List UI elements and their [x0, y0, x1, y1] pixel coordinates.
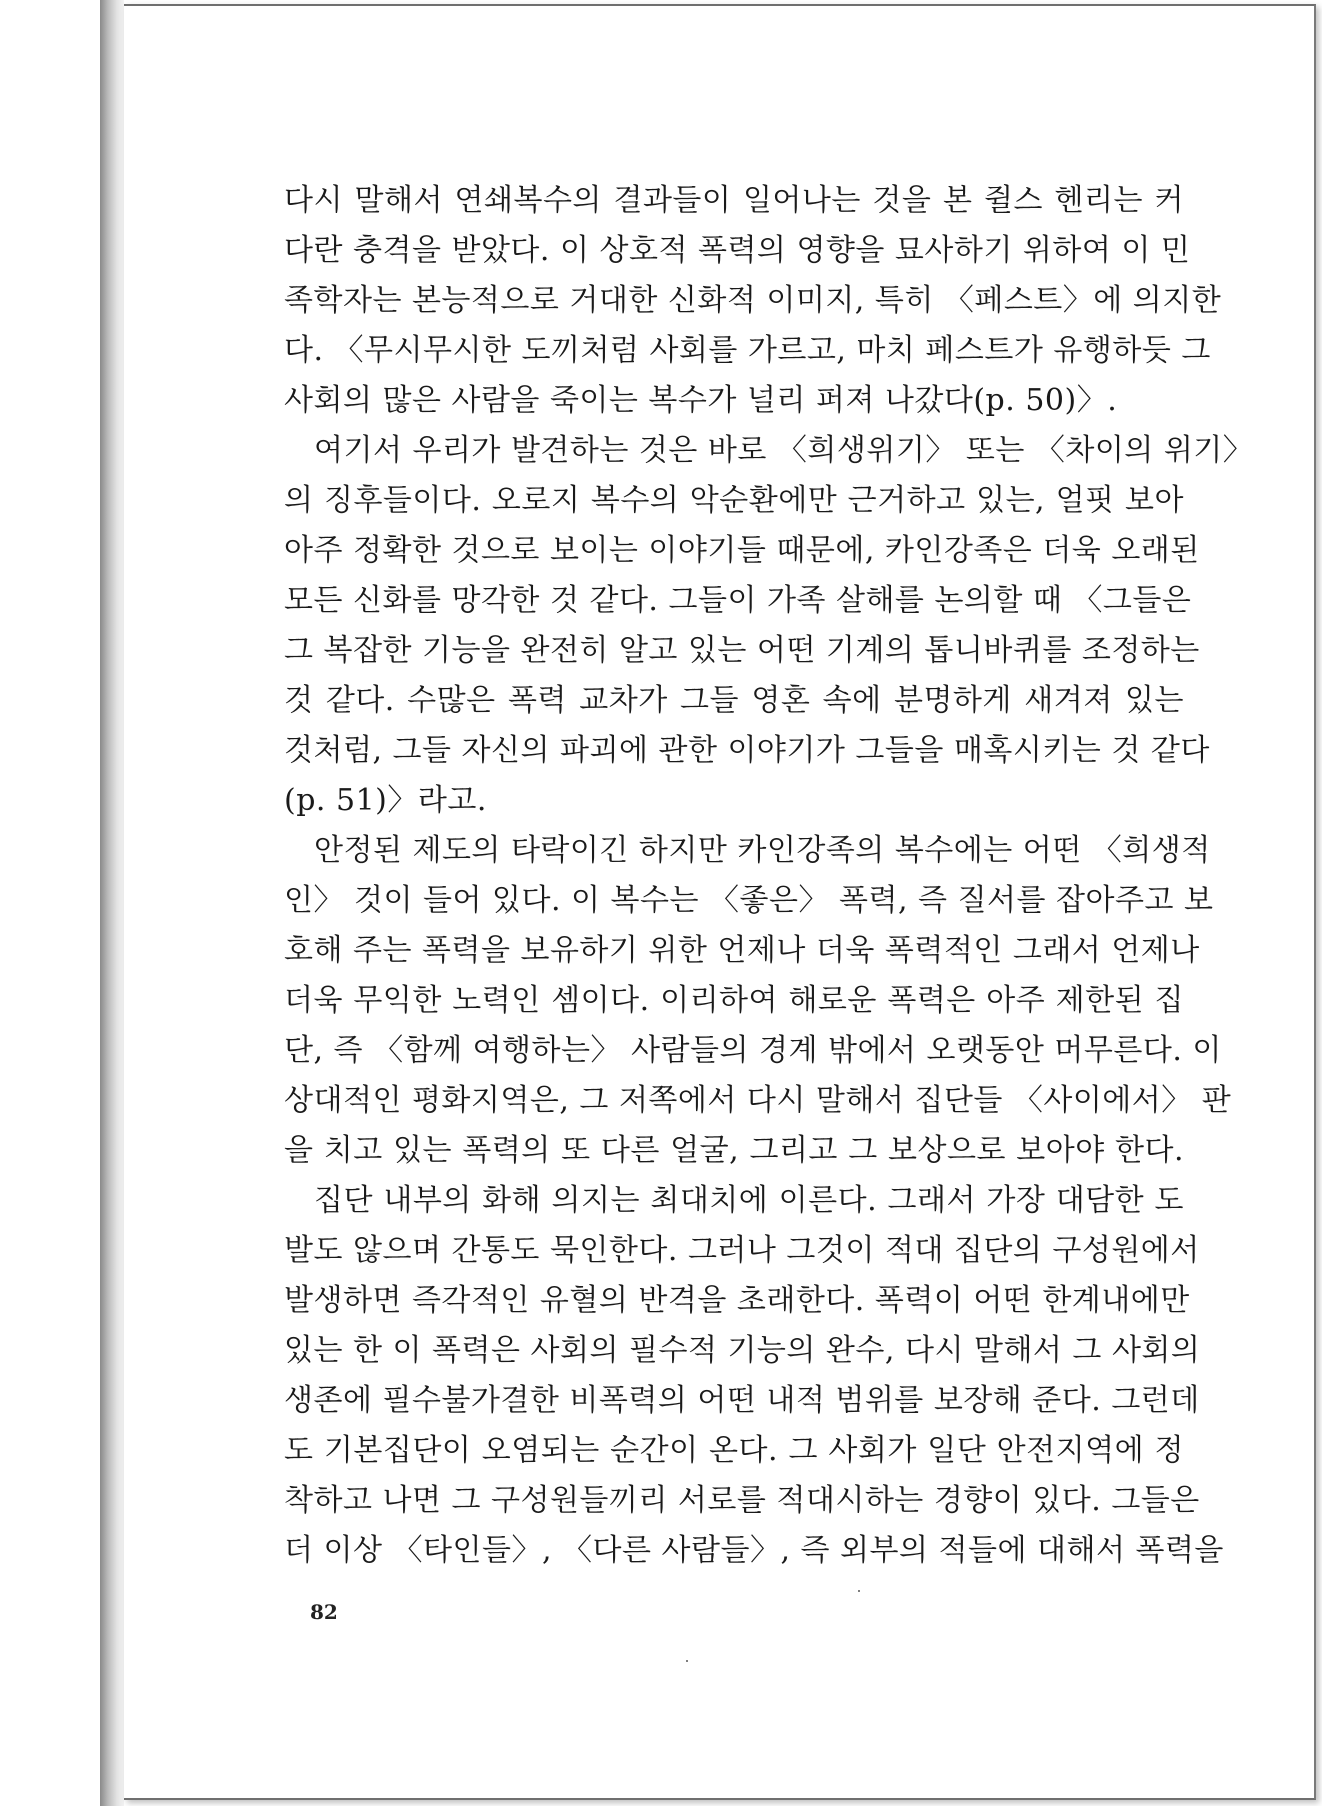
text-line: 상대적인 평화지역은, 그 저쪽에서 다시 말해서 집단들 〈사이에서〉 판: [284, 1083, 1232, 1118]
text-line: 다. 〈무시무시한 도끼처럼 사회를 가르고, 마치 페스트가 유행하듯 그: [284, 333, 1211, 368]
text-line: 안정된 제도의 타락이긴 하지만 카인강족의 복수에는 어떤 〈희생적: [314, 833, 1211, 868]
text-line: 을 치고 있는 폭력의 또 다른 얼굴, 그리고 그 보상으로 보아야 한다.: [284, 1133, 1184, 1168]
text-line: 의 징후들이다. 오로지 복수의 악순환에만 근거하고 있는, 얼핏 보아: [284, 483, 1184, 518]
text-line: 인〉 것이 들어 있다. 이 복수는 〈좋은〉 폭력, 즉 질서를 잡아주고 보: [284, 883, 1214, 918]
body-text: [284, 176, 1254, 1576]
text-line: 발도 않으며 간통도 묵인한다. 그러나 그것이 적대 집단의 구성원에서: [284, 1233, 1200, 1268]
text-line: 착하고 나면 그 구성원들끼리 서로를 적대시하는 경향이 있다. 그들은: [284, 1483, 1200, 1518]
text-line: 호해 주는 폭력을 보유하기 위한 언제나 더욱 폭력적인 그래서 언제나: [284, 933, 1200, 968]
text-line: 더 이상 〈타인들〉, 〈다른 사람들〉, 즉 외부의 적들에 대해서 폭력을: [284, 1533, 1224, 1568]
text-line: 여기서 우리가 발견하는 것은 바로 〈희생위기〉 또는 〈차이의 위기〉: [314, 433, 1254, 468]
text-line: 그 복잡한 기능을 완전히 알고 있는 어떤 기계의 톱니바퀴를 조정하는: [284, 633, 1200, 668]
text-line: 것 같다. 수많은 폭력 교차가 그들 영혼 속에 분명하게 새겨져 있는: [284, 683, 1184, 718]
text-line: 아주 정확한 것으로 보이는 이야기들 때문에, 카인강족은 더욱 오래된: [284, 533, 1200, 568]
page-number: 82: [310, 1600, 338, 1624]
scan-speck: [686, 1660, 688, 1662]
text-line: 있는 한 이 폭력은 사회의 필수적 기능의 완수, 다시 말해서 그 사회의: [284, 1333, 1201, 1368]
text-line: (p. 51)〉라고.: [284, 783, 487, 818]
text-line: 더욱 무익한 노력인 셈이다. 이리하여 해로운 폭력은 아주 제한된 집: [284, 983, 1184, 1018]
text-line: 발생하면 즉각적인 유혈의 반격을 초래한다. 폭력이 어떤 한계내에만: [284, 1283, 1190, 1318]
scan-speck: [858, 1590, 860, 1592]
text-line: 다란 충격을 받았다. 이 상호적 폭력의 영향을 묘사하기 위하여 이 민: [284, 233, 1191, 268]
text-line: 도 기본집단이 오염되는 순간이 온다. 그 사회가 일단 안전지역에 정: [284, 1433, 1184, 1468]
text-line: 다시 말해서 연쇄복수의 결과들이 일어나는 것을 본 쥘스 헨리는 커: [284, 183, 1184, 218]
text-line: 모든 신화를 망각한 것 같다. 그들이 가족 살해를 논의할 때 〈그들은: [284, 583, 1192, 618]
text-line: 사회의 많은 사람을 죽이는 복수가 널리 퍼져 나갔다(p. 50)〉.: [284, 383, 1118, 418]
book-spine-shadow: [100, 0, 124, 1806]
text-line: 집단 내부의 화해 의지는 최대치에 이른다. 그래서 가장 대담한 도: [314, 1183, 1184, 1218]
text-line: 단, 즉 〈함께 여행하는〉 사람들의 경계 밖에서 오랫동안 머무른다. 이: [284, 1033, 1222, 1068]
text-line: 생존에 필수불가결한 비폭력의 어떤 내적 범위를 보장해 준다. 그런데: [284, 1383, 1200, 1418]
text-line: 것처럼, 그들 자신의 파괴에 관한 이야기가 그들을 매혹시키는 것 같다: [284, 733, 1210, 768]
text-line: 족학자는 본능적으로 거대한 신화적 이미지, 특히 〈페스트〉에 의지한: [284, 283, 1222, 318]
